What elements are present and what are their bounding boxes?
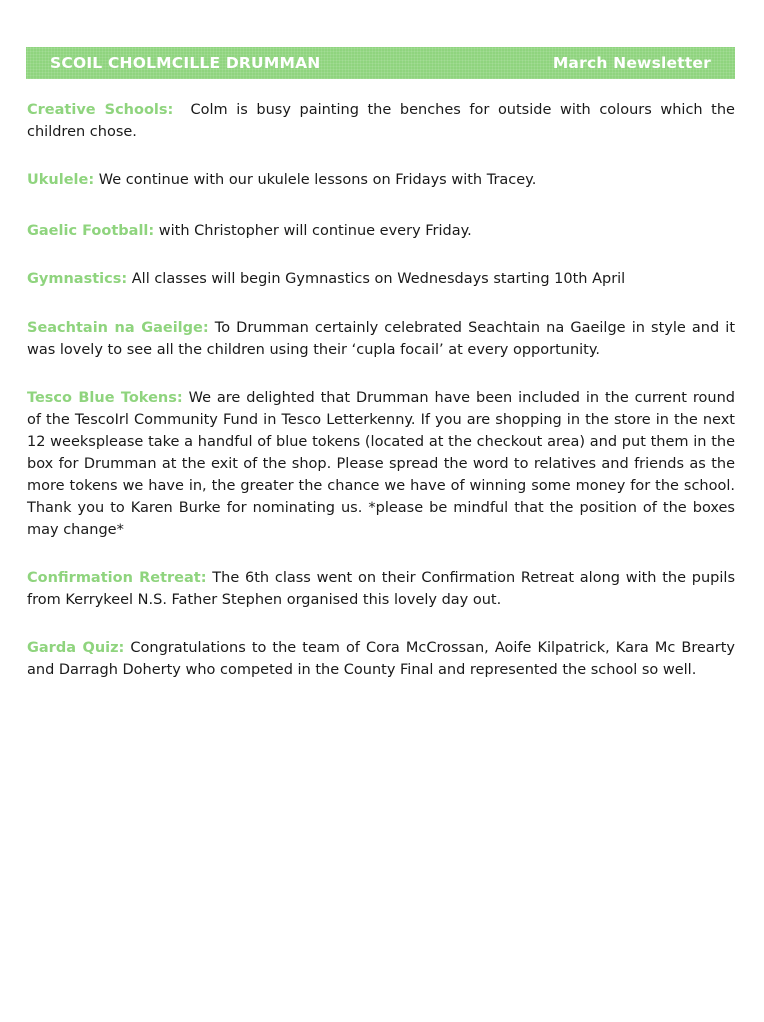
section-text: Colm is busy painting the benches for outside with colours which the children chose. [27, 102, 735, 140]
section-heading: Confirmation Retreat: [27, 570, 207, 586]
section-heading: Tesco Blue Tokens: [27, 390, 183, 406]
section-heading: Gymnastics: [27, 271, 128, 287]
section-seachtain-na-gaeilge [27, 317, 735, 361]
section-heading: Gaelic Football: [27, 223, 155, 239]
newsletter-title: March Newsletter [552, 54, 711, 72]
school-name: SCOIL CHOLMCILLE DRUMMAN [50, 54, 321, 72]
section-heading: Creative Schools: [27, 102, 174, 118]
section-gaelic-football [27, 220, 735, 242]
section-text: To Drumman certainly celebrated Seachtain na Gaeilge in style and it was lovely to see all the children using their ‘cupla focail’ at every opportunity. [27, 320, 736, 358]
newsletter-header-banner [26, 47, 735, 79]
section-creative-schools [27, 99, 735, 143]
section-gymnastics [27, 268, 735, 290]
section-tesco-blue-tokens [27, 387, 735, 541]
newsletter-body [27, 99, 735, 681]
section-text: We are delighted that Drumman have been included in the current round of the TescoIrl Community Fund in Tesco Letterkenny. If you are shopping in the store in the next 12 weeksplease take a handful of blue tokens (located at the checkout area) and put them in the box for Drumman at the exit of the shop. Please spread the word to relatives and friends as the more tokens we have in, the greater the chance we have of winning some money for the school. Thank you to Karen Burke for nominating us. *please be mindful that the position of the boxes may change* [27, 390, 735, 538]
section-text: The 6th class went on their Confirmation Retreat along with the pupils from Kerrykeel N.S. Father Stephen organised this lovely day out. [27, 570, 735, 608]
section-heading: Ukulele: [27, 172, 95, 188]
section-text: Congratulations to the team of Cora McCrossan, Aoife Kilpatrick, Kara Mc Brearty and Darragh Doherty who competed in the County Final and represented the school so well. [27, 640, 735, 678]
section-ukulele [27, 169, 735, 191]
section-garda-quiz [27, 637, 735, 681]
section-text: with Christopher will continue every Friday. [158, 223, 472, 239]
section-heading: Garda Quiz: [27, 640, 125, 656]
section-confirmation-retreat [27, 567, 735, 611]
section-text: All classes will begin Gymnastics on Wednesdays starting 10th April [131, 271, 626, 287]
section-text: We continue with our ukulele lessons on Fridays with Tracey. [98, 172, 537, 188]
section-heading: Seachtain na Gaeilge: [27, 320, 209, 336]
